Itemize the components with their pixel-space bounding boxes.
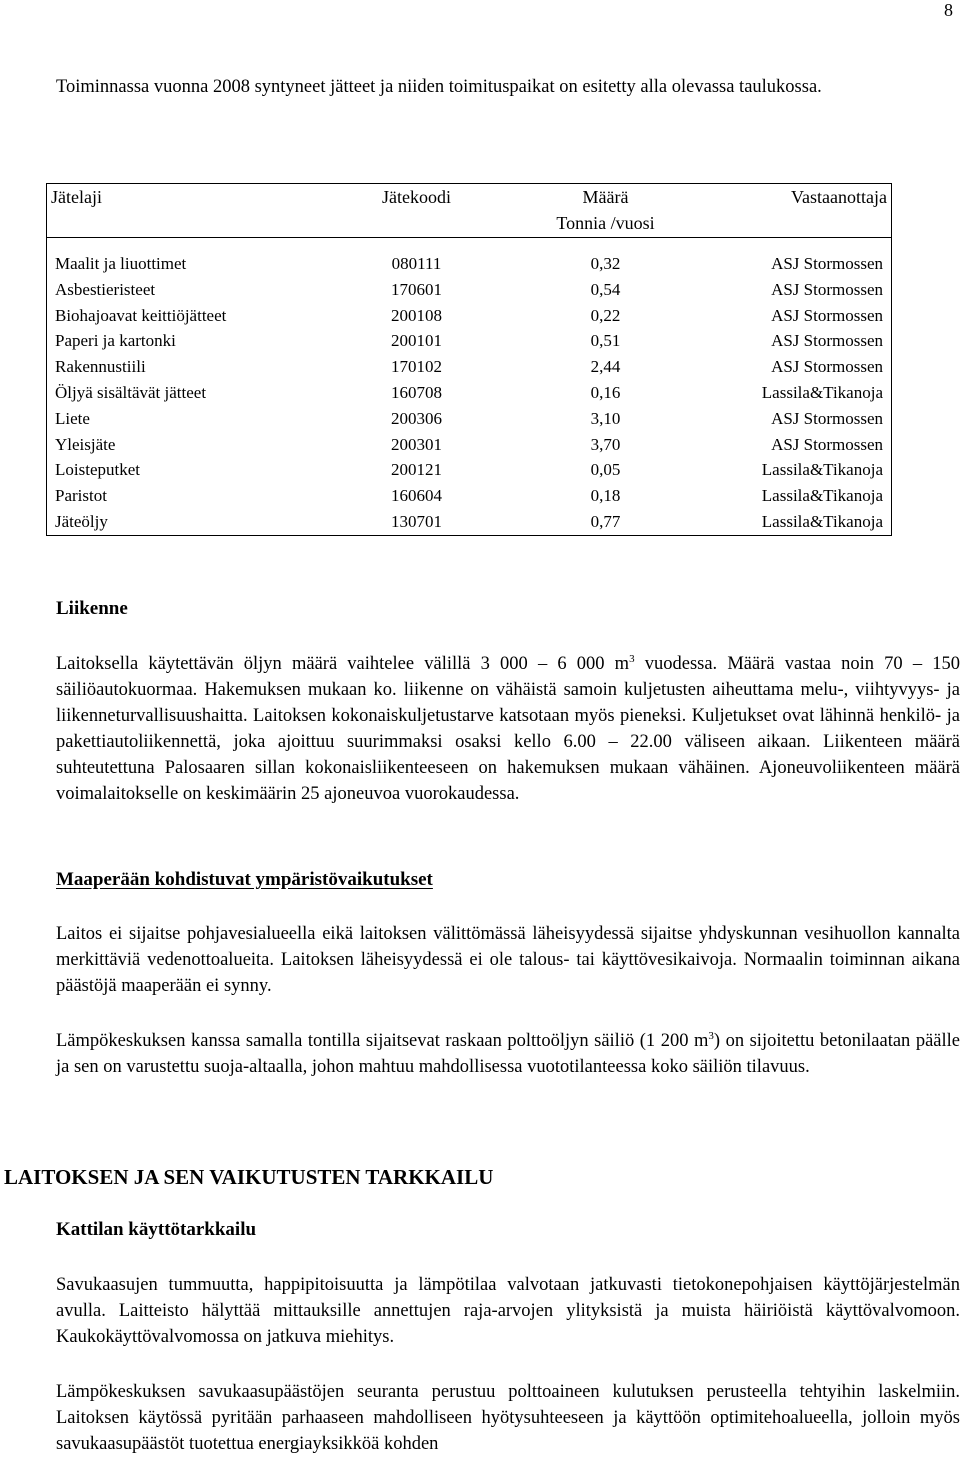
cell-waste-code: 200101 <box>391 331 442 351</box>
cell-amount: 0,77 <box>529 509 683 535</box>
cell-waste-type: Yleisjäte <box>55 434 116 454</box>
page-number: 8 <box>944 0 953 20</box>
traffic-text-part2: vuodessa. Määrä vastaa noin 70 – 150 säiliöautokuormaa. Hakemuksen mukaan ko. liikenne on vähäistä samoin kuljetusten aiheuttama melu-, viihtyvyys- ja liikenneturvallisuushaitta. Laitoksen kokonaiskuljetustarve katsotaan myös pieneksi. Kuljetukset ovat lähinnä henkilö- ja pakettiautoliikennettä, joka ajoittuu suurimmaksi osaksi kello 6.00 – 22.00 väliseen aikaan. Liikenteen määrä suhteutettuna Palosaaren sillan kokonaisliikenteeseen on hakemuksen mukaan vähäinen. Ajoneuvoliikenteen määrä voimalaitokselle on keskimäärin 25 ajoneuvoa vuorokaudessa. <box>56 654 960 804</box>
soil-paragraph-2 <box>56 1028 960 1080</box>
table-row <box>47 406 892 432</box>
header-amount <box>529 184 683 238</box>
cell-waste-code: 170102 <box>391 357 442 377</box>
header-receiver: Vastaanottaja <box>683 184 892 238</box>
table-row <box>47 251 892 277</box>
cell-waste-type: Paperi ja kartonki <box>55 331 176 351</box>
monitoring-paragraph-2: Lämpökeskuksen savukaasupäästöjen seuranta perustuu polttoaineen kulutuksen perusteella tehtyihin laskelmiin. Laitoksen käytössä pyritään parhaaseen mahdolliseen hyötysuhteeseen ja käyttöön optimitehoalueella, jolloin myös savukaasupäästöt tuotettua energiayksikköä kohden <box>56 1382 960 1454</box>
traffic-heading: Liikenne <box>56 598 128 619</box>
cell-waste-type: Asbestieristeet <box>55 279 156 299</box>
cell-waste-type: Rakennustiili <box>55 357 146 377</box>
soil-text-part2: ) on sijoitettu betonilaatan päälle ja sen on varustettu suoja-altaalla, johon mahtuu mahdollisessa vuototilanteessa koko säiliön tilavuus. <box>56 1031 960 1077</box>
cell-waste-code: 200121 <box>391 460 442 480</box>
cell-waste-type: Loisteputket <box>55 460 140 480</box>
header-amount-label: Määrä <box>582 187 629 207</box>
soil-paragraph-1: Laitos ei sijaitse pohjavesialueella eikä laitoksen välittömässä läheisyydessä sijaitse yhdyskunnan vesihuollon kannalta merkittäviä vedenottoalueita. Laitoksen läheisyydessä ei ole talous- tai käyttövesikaivoja. Normaalin toiminnan aikana päästöjä maaperään ei synny. <box>56 924 960 996</box>
cell-waste-type: Jäteöljy <box>47 509 305 535</box>
table-row <box>47 380 892 406</box>
cubic-superscript: 3 <box>708 1030 714 1042</box>
table-row <box>47 483 892 509</box>
cell-waste-type: Paristot <box>55 486 107 506</box>
cell-amount: 3,70 <box>590 434 621 454</box>
cell-waste-code: 200108 <box>391 305 442 325</box>
table-row <box>47 509 892 535</box>
waste-table <box>46 183 892 536</box>
traffic-text-part1: Laitoksella käytettävän öljyn määrä vaihtelee välillä 3 000 – 6 000 m <box>56 654 630 674</box>
cell-waste-type: Maalit ja liuottimet <box>55 254 187 273</box>
cell-waste-code: 200301 <box>391 434 442 454</box>
table-row <box>47 328 892 354</box>
traffic-paragraph <box>56 651 960 807</box>
cell-receiver: ASJ Stormossen <box>771 434 883 454</box>
cell-receiver: ASJ Stormossen <box>771 279 883 299</box>
header-amount-unit: Tonnia /vuosi <box>556 213 655 233</box>
table-header-row <box>47 184 892 238</box>
table-row <box>47 303 892 329</box>
cell-receiver: Lassila&Tikanoja <box>761 486 883 506</box>
cell-receiver: ASJ Stormossen <box>771 254 883 273</box>
monitoring-paragraph-1: Savukaasujen tummuutta, happipitoisuutta ja lämpötilaa valvotaan jatkuvasti tietokonepohjaisen käyttöjärjestelmän avulla. Laitteisto hälyttää mittauksille annettujen raja-arvojen ylityksistä ja muista häiriöistä käyttövalvomoon. Kaukokäyttövalvomossa on jatkuva miehitys. <box>56 1275 960 1347</box>
cell-waste-code: 080111 <box>391 254 442 273</box>
table-row <box>47 432 892 458</box>
cell-receiver: Lassila&Tikanoja <box>683 509 892 535</box>
header-waste-type: Jätelaji <box>47 184 305 238</box>
soil-heading: Maaperään kohdistuvat ympäristövaikutukset <box>56 869 433 890</box>
cell-amount: 0,22 <box>590 305 621 325</box>
cell-waste-code: 160708 <box>391 382 442 402</box>
cell-amount: 0,05 <box>590 460 621 480</box>
cell-waste-type: Liete <box>55 408 90 428</box>
cell-waste-code: 160604 <box>391 486 442 506</box>
cell-amount: 0,16 <box>590 382 621 402</box>
intro-paragraph: Toiminnassa vuonna 2008 syntyneet jätteet ja niiden toimituspaikat on esitetty alla olevassa taulukossa. <box>56 77 822 97</box>
soil-text-part1: Lämpökeskuksen kanssa samalla tontilla sijaitsevat raskaan polttoöljyn säiliö (1 200 m <box>56 1031 709 1051</box>
table-row <box>47 277 892 303</box>
cell-amount: 0,54 <box>590 279 621 299</box>
header-waste-code: Jätekoodi <box>305 184 529 238</box>
cell-amount: 0,18 <box>590 486 621 506</box>
cell-receiver: ASJ Stormossen <box>771 408 883 428</box>
monitoring-section-title: LAITOKSEN JA SEN VAIKUTUSTEN TARKKAILU <box>4 1165 494 1189</box>
cell-waste-code: 170601 <box>391 279 442 299</box>
cell-receiver: ASJ Stormossen <box>771 331 883 351</box>
cell-waste-code: 200306 <box>391 408 442 428</box>
table-row <box>47 354 892 380</box>
cell-receiver: ASJ Stormossen <box>771 357 883 377</box>
cell-receiver: Lassila&Tikanoja <box>761 460 883 480</box>
cell-receiver: Lassila&Tikanoja <box>761 382 883 402</box>
boiler-monitoring-heading: Kattilan käyttötarkkailu <box>56 1219 257 1240</box>
cell-waste-code: 130701 <box>305 509 529 535</box>
table-row <box>47 457 892 483</box>
cell-amount: 2,44 <box>590 357 621 377</box>
cell-amount: 0,51 <box>590 331 621 351</box>
cell-amount: 0,32 <box>590 254 621 273</box>
cell-receiver: ASJ Stormossen <box>771 305 883 325</box>
cell-waste-type: Biohajoavat keittiöjätteet <box>55 305 227 325</box>
cubic-superscript: 3 <box>629 653 635 665</box>
cell-amount: 3,10 <box>590 408 621 428</box>
cell-waste-type: Öljyä sisältävät jätteet <box>55 382 207 402</box>
table-spacer-row <box>47 238 892 252</box>
